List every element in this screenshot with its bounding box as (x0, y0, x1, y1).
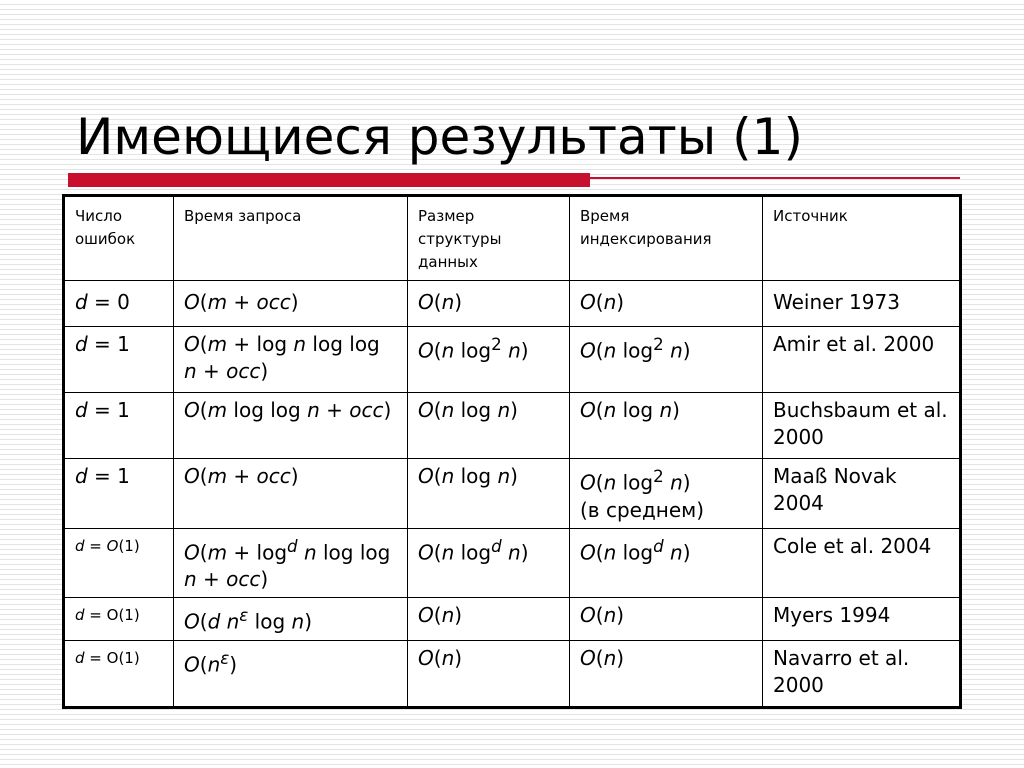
cell-structure-size (408, 393, 570, 459)
cell-errors (64, 459, 174, 529)
cell-errors (64, 281, 174, 327)
cell-source (763, 640, 961, 707)
cell-source (763, 281, 961, 327)
cell-structure-size (408, 327, 570, 393)
cell-source (763, 393, 961, 459)
cell-index-time (570, 393, 763, 459)
source-value: Maaß Novak 2004 (773, 464, 897, 515)
errors-value: d = 1 (75, 332, 130, 356)
cell-errors (64, 598, 174, 641)
header-source: Источник (763, 196, 961, 281)
cell-source (763, 327, 961, 393)
index-time-value: O(n $\log^2 n$) (в среднем) (580, 467, 705, 522)
table-row (64, 528, 961, 598)
table-row (64, 640, 961, 707)
errors-value: d = 1 (75, 464, 130, 488)
cell-query-time (174, 327, 408, 393)
errors-value: d = O(1) (75, 606, 140, 625)
header-structure-size: Размер структуры данных (408, 196, 570, 281)
cell-source (763, 459, 961, 529)
table-header-row (64, 196, 961, 281)
cell-errors (64, 393, 174, 459)
title-underline (68, 173, 960, 187)
index-time-value: O(n $\log^d n$) (580, 536, 691, 565)
title-underline-thin (590, 177, 960, 179)
cell-structure-size (408, 459, 570, 529)
errors-value: d = 1 (75, 398, 130, 422)
cell-index-time (570, 459, 763, 529)
query-time-value: O(m + occ) (184, 464, 299, 488)
index-time-value: O(n log n) (580, 398, 680, 422)
errors-value: d = O(1) (75, 648, 140, 667)
source-value: Weiner 1973 (773, 290, 900, 314)
table-row (64, 459, 961, 529)
index-time-value: O(n) (580, 645, 625, 670)
cell-index-time (570, 598, 763, 641)
structure-size-value: O(n log n) (418, 464, 518, 488)
cell-structure-size (408, 281, 570, 327)
query-time-value: O(d $n^\varepsilon$ log n) (184, 606, 313, 634)
results-table (62, 194, 962, 709)
index-time-value: O(n) (580, 603, 625, 628)
cell-source (763, 528, 961, 598)
cell-index-time (570, 528, 763, 598)
cell-query-time (174, 393, 408, 459)
index-time-value: O(n $\log^2 n$) (580, 335, 691, 363)
table-row (64, 327, 961, 393)
cell-errors (64, 640, 174, 707)
source-value: Cole et al. 2004 (773, 533, 932, 558)
index-time-value: O(n) (580, 290, 625, 314)
table-row (64, 598, 961, 641)
cell-structure-size (408, 640, 570, 707)
slide-title: Имеющиеся результаты (1) (76, 108, 803, 166)
structure-size-value: O(n) (418, 603, 463, 628)
structure-size-value: O(n) (418, 290, 463, 314)
header-index-time: Время индексирования (570, 196, 763, 281)
query-time-value: O(m + log n log log n + occ) (184, 332, 380, 383)
structure-size-value: O(n log n) (418, 398, 518, 422)
errors-value: d = 0 (75, 290, 130, 314)
cell-index-time (570, 281, 763, 327)
structure-size-value: O(n) (418, 645, 463, 670)
header-query-time: Время запроса (174, 196, 408, 281)
cell-index-time (570, 640, 763, 707)
structure-size-value: O(n $\log^d n$) (418, 536, 529, 565)
table-row (64, 393, 961, 459)
cell-query-time (174, 281, 408, 327)
cell-source (763, 598, 961, 641)
query-time-value: O(m + occ) (184, 290, 299, 314)
cell-errors (64, 528, 174, 598)
cell-structure-size (408, 598, 570, 641)
table-row (64, 281, 961, 327)
source-value: Myers 1994 (773, 603, 891, 628)
cell-query-time (174, 528, 408, 598)
query-time-value: $O(m + \log^d n$ log log n + occ) (184, 536, 391, 592)
source-value: Navarro et al. 2000 (773, 645, 910, 697)
structure-size-value: O(n $\log^2 n$) (418, 335, 529, 363)
title-underline-thick (68, 173, 590, 187)
query-time-value: O(m log log n + occ) (184, 398, 392, 422)
cell-errors (64, 327, 174, 393)
header-errors: Число ошибок (64, 196, 174, 281)
cell-query-time (174, 598, 408, 641)
source-value: Amir et al. 2000 (773, 332, 935, 356)
errors-value: d = O(1) (75, 536, 140, 555)
cell-structure-size (408, 528, 570, 598)
query-time-value: $O(n^\varepsilon)$ (184, 648, 238, 677)
cell-query-time (174, 640, 408, 707)
cell-index-time (570, 327, 763, 393)
cell-query-time (174, 459, 408, 529)
source-value: Buchsbaum et al. 2000 (773, 398, 948, 449)
